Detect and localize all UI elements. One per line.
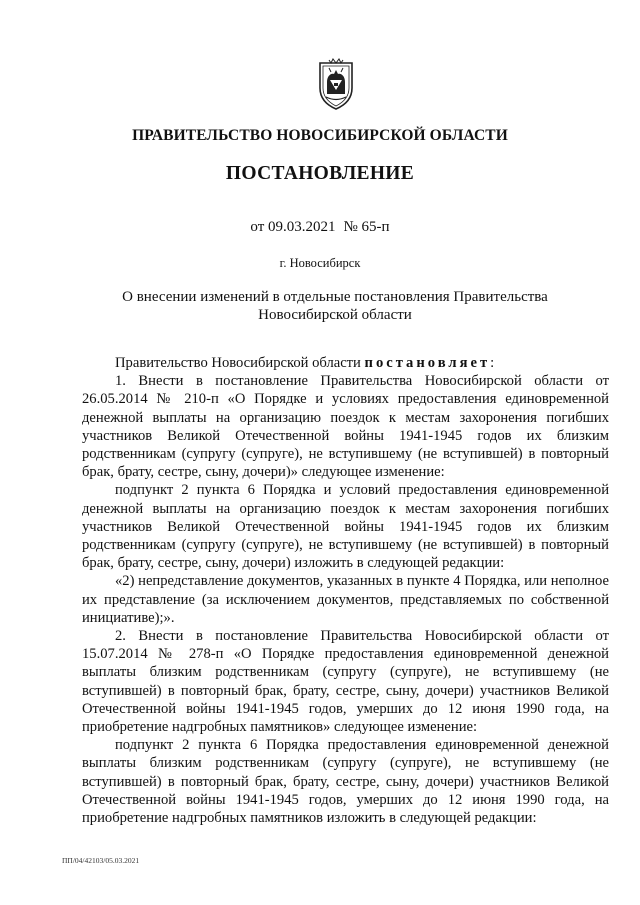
city-label: г. Новосибирск	[279, 256, 361, 270]
intro-verb: постановляет	[364, 355, 491, 371]
paragraph-3: «2) непредставление документов, указанных в пункте 4 Порядка, или неполное их представление (за исключением документов, представляемых по собственной инициативе);».	[82, 573, 609, 626]
intro-text: Правительство Новосибирской области	[115, 355, 365, 371]
paragraph-2: подпункт 2 пункта 6 Порядка и условий предоставления единовременной денежной выплаты на организацию поездок к местам захоронения погибших участников Великой Отечественной войны 1941-1945 годов их близким родственникам (супругу (супруге), не вступившему (не вступившей) в повторный брак, брату, сестре, сыну, дочери) изложить в следующей редакции:	[82, 482, 609, 572]
document-type-title: ПОСТАНОВЛЕНИЕ	[225, 163, 415, 184]
document-subject: О внесении изменений в отдельные постановления Правительства Новосибирской области	[122, 289, 548, 323]
paragraph-5: подпункт 2 пункта 6 Порядка предоставления единовременной денежной выплаты близким родственникам (супругу (супруге), не вступившему (не вступившей) в повторный брак, брату, сестре, сыну, дочери) участников Великой Отечественной войны 1941-1945 годов, умерших до 12 июня 1990 года, на приобретение надгробных памятников изложить в следующей редакции:	[82, 737, 609, 827]
document-number: № 65-п	[343, 219, 390, 235]
date-number-line	[0, 219, 640, 236]
document-body	[82, 354, 609, 827]
coat-of-arms-icon	[317, 58, 355, 110]
footer-code: ПП/04/42103/05.03.2021	[62, 856, 140, 865]
paragraph-4: 2. Внести в постановление Правительства Новосибирской области от 15.07.2014 № 278-п «О Порядке предоставления единовременной денежной выплаты близким родственникам (супругу (супруге), не вступившему (не вступившей) в повторный брак, брату, сестре, сыну, дочери) участников Великой Отечественной войны 1941-1945 годов, умерших до 12 июня 1990 года, на приобретение надгробных памятников» следующее изменение:	[82, 628, 609, 736]
paragraph-1: 1. Внести в постановление Правительства Новосибирской области от 26.05.2014 № 210-п «О Порядке и условиях предоставления единовременной денежной выплаты на организацию поездок к местам захоронения погибших участников Великой Отечественной войны 1941-1945 годов их близким родственникам (супругу (супруге), не вступившему (не вступившей) в повторный брак, брату, сестре, сыну, дочери)» следующее изменение:	[82, 373, 609, 481]
intro-paragraph	[82, 354, 609, 372]
intro-end: :	[490, 355, 495, 371]
organization-title: ПРАВИТЕЛЬСТВО НОВОСИБИРСКОЙ ОБЛАСТИ	[132, 127, 508, 144]
document-date: от 09.03.2021	[250, 219, 336, 235]
